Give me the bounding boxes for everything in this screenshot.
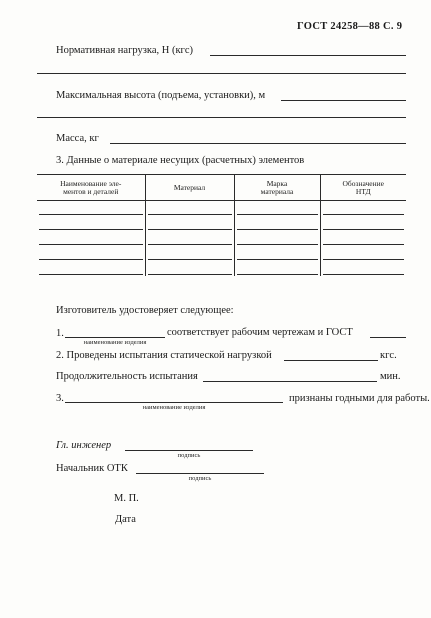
cell-fill-line [148, 214, 232, 215]
table-cell[interactable] [320, 261, 406, 276]
table-cell[interactable] [145, 201, 234, 217]
section-3-title: 3. Данные о материале несущих (расчетных) элементов [56, 155, 305, 166]
cell-fill-line [148, 229, 232, 230]
cell-fill-line [237, 259, 318, 260]
item1-caption: наименование изделия [83, 339, 147, 346]
field-height-line-2[interactable] [37, 117, 406, 118]
cell-fill-line [237, 229, 318, 230]
table-cell[interactable] [37, 246, 145, 261]
cell-fill-line [39, 214, 143, 215]
item3-product-line[interactable] [65, 402, 283, 403]
table-cell[interactable] [145, 231, 234, 246]
cell-fill-line [148, 274, 232, 275]
otk-signature-caption: подпись [188, 475, 212, 482]
cell-fill-line [323, 214, 405, 215]
field-height-label: Максимальная высота (подъема, установки), м [56, 90, 266, 101]
cell-fill-line [39, 244, 143, 245]
table-header-grade: Марка материала [234, 175, 320, 201]
table-cell[interactable] [320, 216, 406, 231]
cell-fill-line [39, 274, 143, 275]
page-header: ГОСТ 24258—88 С. 9 [297, 21, 403, 32]
table-cell[interactable] [320, 231, 406, 246]
duration-unit: мин. [380, 371, 401, 382]
table-cell[interactable] [234, 246, 320, 261]
date-label: Дата [115, 514, 136, 525]
table-cell[interactable] [234, 231, 320, 246]
table-row [37, 231, 406, 246]
otk-signature-line[interactable] [136, 473, 264, 474]
table-cell[interactable] [234, 216, 320, 231]
chief-signature-line[interactable] [125, 450, 253, 451]
cell-fill-line [323, 229, 405, 230]
table-cell[interactable] [320, 201, 406, 217]
item2-unit: кгс. [380, 350, 397, 361]
item2-load-line[interactable] [284, 360, 378, 361]
duration-text: Продолжительность испытания [56, 371, 198, 382]
chief-signature-caption: подпись [177, 452, 201, 459]
item1-number: 1. [56, 328, 64, 339]
item2-text: 2. Проведены испытания статической нагрузкой [56, 350, 272, 361]
cell-fill-line [323, 244, 405, 245]
item1-gost-line[interactable] [370, 337, 406, 338]
table-cell[interactable] [37, 216, 145, 231]
cell-fill-line [237, 244, 318, 245]
field-mass-line[interactable] [110, 143, 406, 144]
cell-fill-line [148, 259, 232, 260]
cell-fill-line [148, 244, 232, 245]
cell-fill-line [39, 229, 143, 230]
item3-caption: наименование изделия [142, 404, 206, 411]
field-load-label: Нормативная нагрузка, Н (кгс) [56, 45, 194, 56]
table-header-ntd: Обозначение НТД [320, 175, 406, 201]
field-mass-label: Масса, кг [56, 133, 99, 144]
item3-number: 3. [56, 393, 64, 404]
table-cell[interactable] [145, 246, 234, 261]
table-cell[interactable] [37, 231, 145, 246]
materials-table [37, 174, 406, 276]
otk-head-label: Начальник ОТК [56, 463, 128, 474]
table-cell[interactable] [320, 246, 406, 261]
table-cell[interactable] [37, 201, 145, 217]
table-cell[interactable] [234, 261, 320, 276]
cell-fill-line [237, 214, 318, 215]
table-cell[interactable] [37, 261, 145, 276]
certify-intro: Изготовитель удостоверяет следующее: [56, 305, 234, 316]
stamp-label: М. П. [114, 493, 139, 504]
field-load-line-2[interactable] [37, 73, 406, 74]
cell-fill-line [39, 259, 143, 260]
table-header-material: Материал [145, 175, 234, 201]
cell-fill-line [323, 274, 405, 275]
table-cell[interactable] [145, 216, 234, 231]
duration-line[interactable] [203, 381, 377, 382]
cell-fill-line [237, 274, 318, 275]
cell-fill-line [323, 259, 405, 260]
table-row [37, 216, 406, 231]
table-cell[interactable] [234, 201, 320, 217]
table-cell[interactable] [145, 261, 234, 276]
field-height-line[interactable] [281, 100, 406, 101]
item1-product-line[interactable] [65, 337, 165, 338]
table-row [37, 246, 406, 261]
field-load-line[interactable] [210, 55, 406, 56]
table-row [37, 201, 406, 217]
chief-engineer-label: Гл. инженер [56, 440, 112, 451]
table-header-elements: Наименование эле- ментов и деталей [37, 175, 145, 201]
item3-text: признаны годными для работы. [289, 393, 430, 404]
table-row [37, 261, 406, 276]
item1-text: соответствует рабочим чертежам и ГОСТ [167, 327, 353, 338]
